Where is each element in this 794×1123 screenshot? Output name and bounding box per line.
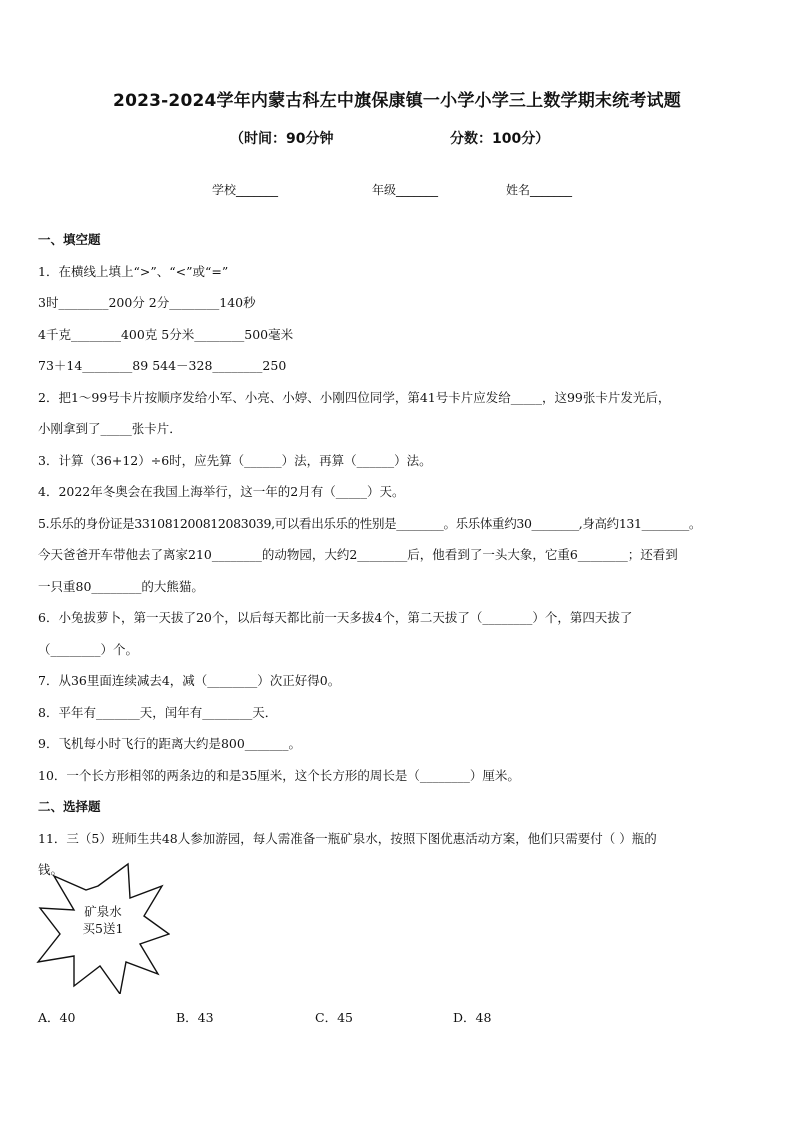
section-heading-fill-blank: 一、填空题 (38, 232, 101, 247)
question-line: 钱。 (38, 862, 64, 877)
question-line: 今天爸爸开车带他去了离家210________的动物园，大约2________后，他看到了一头大象，它重6________；还看到 (38, 547, 678, 562)
grade-field[interactable]: 年级_______ (372, 183, 439, 197)
question-line: 8．平年有_______天，闰年有________天． (38, 704, 278, 720)
option-b[interactable]: B．43 (176, 1010, 214, 1025)
name-field[interactable]: 姓名_______ (506, 183, 573, 197)
exam-score: 分数：100分） (450, 131, 550, 147)
option-c[interactable]: C．45 (315, 1010, 353, 1025)
question-line: 7．从36里面连续减去4，减（________）次正好得0。 (38, 673, 341, 688)
school-field[interactable]: 学校_______ (212, 183, 279, 197)
question-line: 73＋14________89 544－328________250 (38, 358, 287, 373)
question-line: 5.乐乐的身份证是331081200812083039,可以看出乐乐的性别是________。乐乐体重约30________,身高约131________。 (38, 515, 701, 531)
question-line: 4．2022年冬奥会在我国上海举行，这一年的2月有（_____）天。 (38, 484, 405, 499)
question-line: 1．在横线上填上“>”、“<”或“=” (38, 263, 229, 279)
question-line: 3时________200分 2分________140秒 (38, 295, 256, 310)
question-body (38, 224, 768, 886)
question-line: 9．飞机每小时飞行的距离大约是800_______。 (38, 736, 302, 751)
question-line: 3．计算（36+12）÷6时，应先算（______）法，再算（______）法。 (38, 452, 432, 468)
question-line: 4千克________400克 5分米________500毫米 (38, 326, 294, 342)
question-line: 一只重80________的大熊猫。 (38, 578, 204, 594)
option-a[interactable]: A．40 (38, 1010, 76, 1025)
promo-text: 矿泉水 买5送1 (82, 904, 124, 936)
question-line: 10．一个长方形相邻的两条边的和是35厘米，这个长方形的周长是（________）厘米。 (38, 767, 520, 783)
question-line: 11．三（5）班师生共48人参加游园，每人需准备一瓶矿泉水，按照下图优惠活动方案，他们只需要付（ ）瓶的 (38, 830, 657, 846)
question-line: （________）个。 (38, 641, 139, 657)
question-line: 6．小兔拔萝卜，第一天拔了20个，以后每天都比前一天多拔4个，第二天拔了（________）个，第四天拔了 (38, 610, 633, 625)
question-line: 2．把1～99号卡片按顺序发给小军、小亮、小婷、小刚四位同学，第41号卡片应发给_____，这99张卡片发光后， (38, 389, 671, 405)
section-heading-choice: 二、选择题 (38, 799, 101, 814)
page-title: 2023-2024学年内蒙古科左中旗保康镇一小学小学三上数学期末统考试题 (113, 91, 681, 111)
option-d[interactable]: D．48 (453, 1010, 492, 1025)
exam-time: （时间：90分钟 (230, 131, 334, 147)
question-line: 小刚拿到了_____张卡片． (38, 421, 182, 436)
